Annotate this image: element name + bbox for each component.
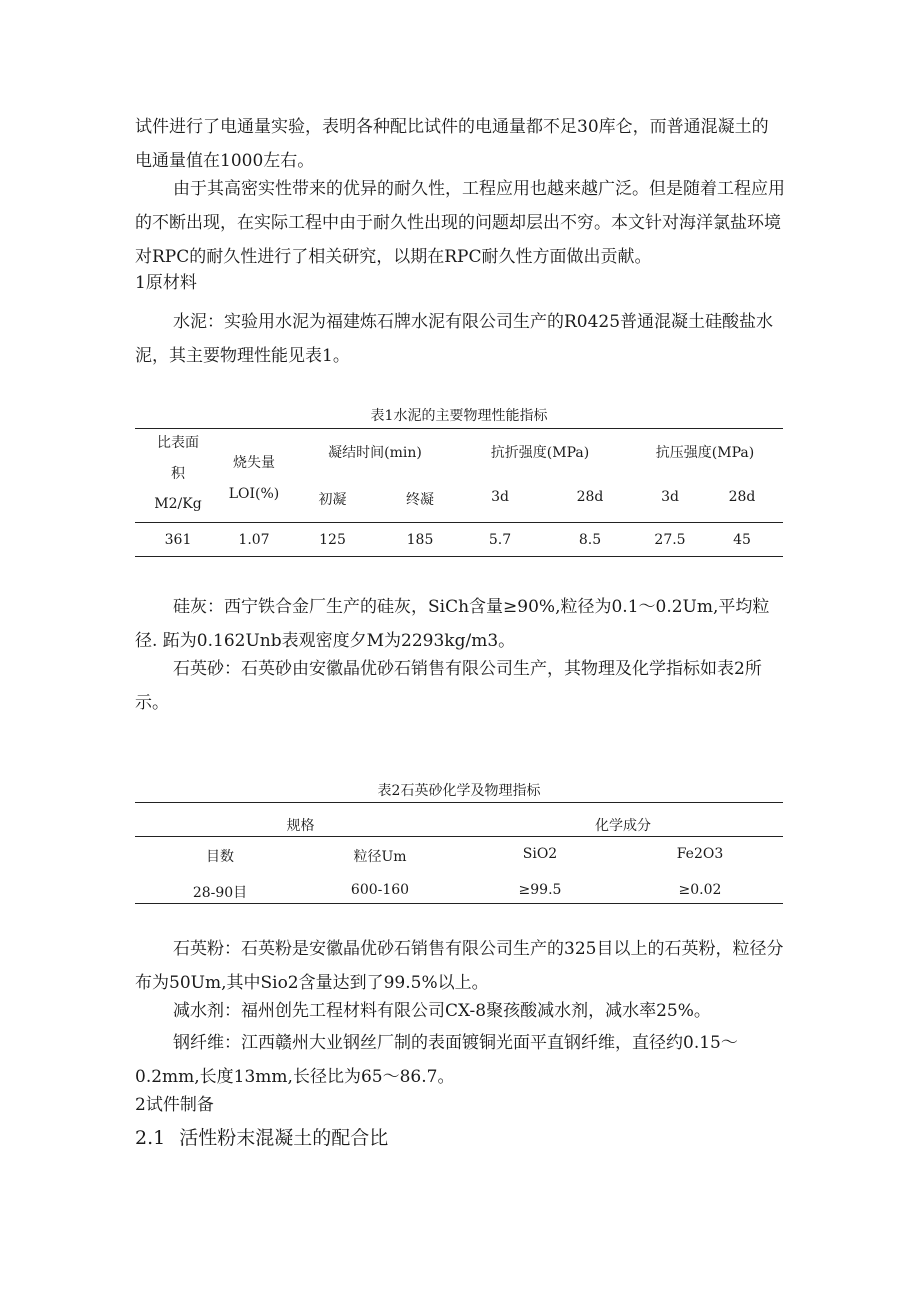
table-1-cell-flex-28d: 8.5 <box>578 532 602 548</box>
table-1-cell-surface-area: 361 <box>164 532 192 548</box>
table-1-cell-comp-3d: 27.5 <box>654 532 686 548</box>
table-1-header-surface-area-line2: 积 <box>171 466 185 482</box>
table-1-header-compressive-strength: 抗压强度(MPa) <box>655 445 755 461</box>
section-heading-raw-materials: 1原材料 <box>135 273 197 293</box>
table-1-header-setting-time: 凝结时间(min) <box>328 445 422 461</box>
table-1-cell-initial-set: 125 <box>319 532 346 548</box>
paragraph-water-reducer: 减水剂：福州创先工程材料有限公司CX-8聚孩酸减水剂，减水率25%。 <box>173 1001 711 1021</box>
table-1-header-loi-unit: LOI(%) <box>228 486 280 502</box>
table-1-header-flexural-strength: 抗折强度(MPa) <box>490 445 590 461</box>
table-1-cell-comp-28d: 45 <box>733 532 751 548</box>
table-2-header-sio2: SiO2 <box>522 846 558 862</box>
paragraph-quartz-sand: 石英砂：石英砂由安徽晶优砂石销售有限公司生产，其物理及化学指标如表2所示。 <box>135 659 762 713</box>
section-heading-specimen-preparation: 2试件制备 <box>135 1095 214 1115</box>
table-2-bottom-rule <box>135 903 783 904</box>
table-1-subheader-comp-28d: 28d <box>728 489 756 505</box>
table-2-group-chemical: 化学成分 <box>595 818 651 834</box>
paragraph-silica-fume: 硅灰：西宁铁合金厂生产的硅灰，SiCh含量≥90%,粒径为0.1～0.2Um,平均粒径. 跖为0.162Unb表观密度夕M为2293kg/m3。 <box>135 597 770 651</box>
table-1-header-rule <box>135 522 783 523</box>
table-2-header-particle-size: 粒径Um <box>353 849 407 865</box>
paragraph-steel-fiber: 钢纤维：江西赣州大业钢丝厂制的表面镀铜光面平直钢纤维，直径约0.15～0.2mm,长度13mm,长径比为65～86.7。 <box>135 1033 738 1087</box>
table-2-group-rule <box>135 836 783 837</box>
table-1-header-loi: 烧失量 <box>233 455 275 471</box>
table-1-caption: 表1水泥的主要物理性能指标 <box>370 408 548 424</box>
table-1-subheader-final-set: 终凝 <box>406 492 434 508</box>
table-2-cell-sio2: ≥99.5 <box>518 882 562 898</box>
table-2-cell-particle-size: 600-160 <box>350 882 410 898</box>
table-2-cell-mesh: 28-90目 <box>192 885 248 901</box>
subsection-number: 2.1 <box>135 1127 166 1149</box>
table-2-cell-fe2o3: ≥0.02 <box>678 882 722 898</box>
paragraph-durability: 由于其高密实性带来的优异的耐久性，工程应用也越来越广泛。但是随着工程应用的不断出现，在实际工程中由于耐久性出现的问题却层出不穷。本文针对海洋氯盐环境对RPC的耐久性进行了相关研究，以期在RPC耐久性方面做出贡献。 <box>135 179 785 267</box>
table-1-cell-loi: 1.07 <box>238 532 270 548</box>
table-1-top-rule <box>135 428 783 429</box>
table-1-cell-flex-3d: 5.7 <box>488 532 512 548</box>
table-2-top-rule <box>135 802 783 803</box>
table-2-group-spec: 规格 <box>286 818 315 834</box>
table-1-cell-final-set: 185 <box>406 532 434 548</box>
table-1-subheader-comp-3d: 3d <box>661 489 679 505</box>
table-1-subheader-initial-set: 初凝 <box>318 492 347 508</box>
table-1-subheader-flex-3d: 3d <box>491 489 509 505</box>
paragraph-cement: 水泥：实验用水泥为福建炼石牌水泥有限公司生产的R0425普通混凝土硅酸盐水泥，其主要物理性能见表1。 <box>135 312 774 366</box>
table-2-caption: 表2石英砂化学及物理指标 <box>377 783 541 799</box>
table-2-header-mesh: 目数 <box>206 849 234 865</box>
table-1-bottom-rule <box>135 556 783 557</box>
subsection-heading-mix-proportion <box>135 1126 388 1150</box>
paragraph-intro-continued: 试件进行了电通量实验，表明各种配比试件的电通量都不足30库仑，而普通混凝土的电通量值在1000左右。 <box>135 117 769 171</box>
subsection-title: 活性粉末混凝土的配合比 <box>179 1127 389 1149</box>
table-1-header-surface-area-unit: M2/Kg <box>154 496 202 512</box>
table-1-subheader-flex-28d: 28d <box>576 489 604 505</box>
table-2-header-fe2o3: Fe2O3 <box>676 846 724 862</box>
table-1-header-surface-area-line1: 比表面 <box>157 435 199 451</box>
paragraph-quartz-powder: 石英粉：石英粉是安徽晶优砂石销售有限公司生产的325目以上的石英粉，粒径分布为50Um,其中Sio2含量达到了99.5%以上。 <box>135 939 784 993</box>
